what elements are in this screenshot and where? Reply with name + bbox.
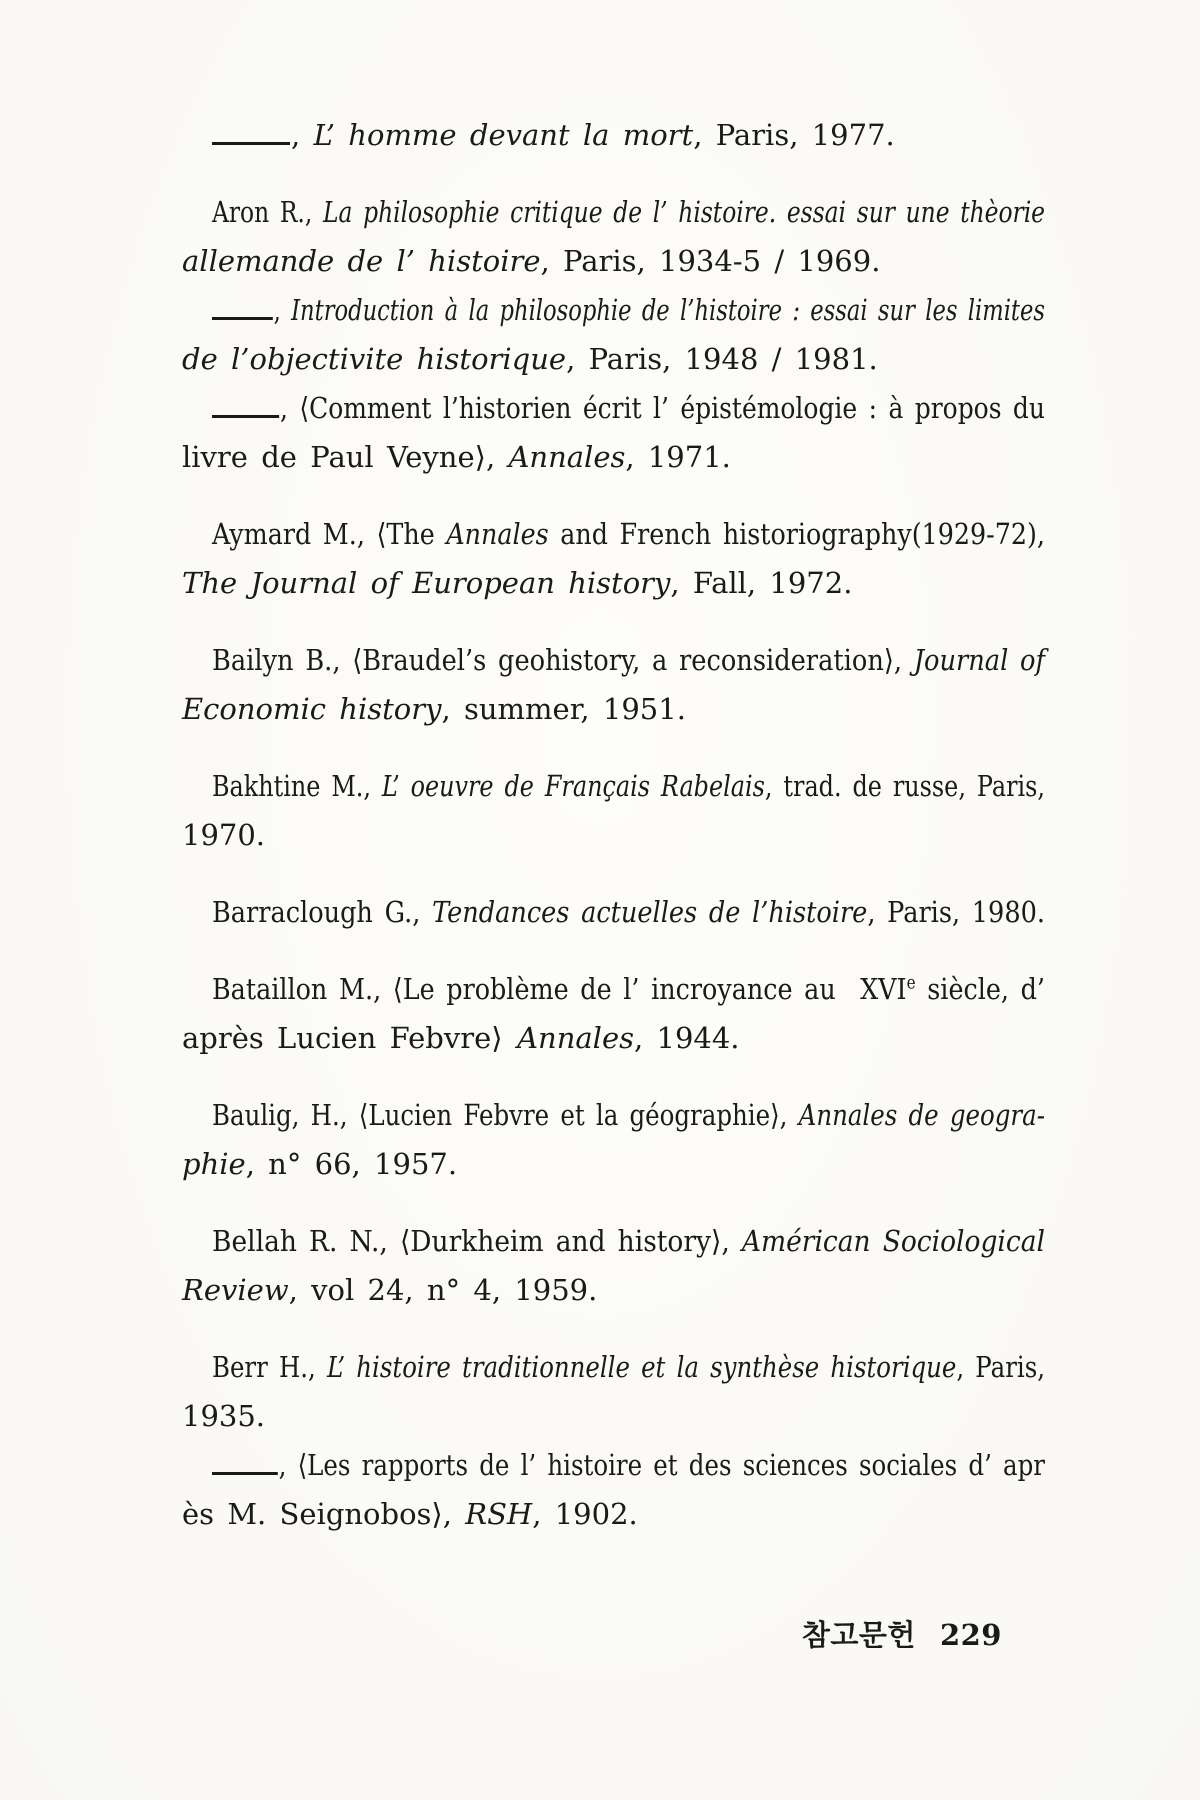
text-segment: , summer, 1951. xyxy=(441,692,686,726)
entry-line-text xyxy=(212,636,1045,685)
entry-line-text xyxy=(212,1217,1045,1266)
text-segment: Bataillon M., ⟨Le problème de l’ incroyance au XVI xyxy=(212,972,907,1006)
entry-line-text xyxy=(212,1441,1045,1490)
text-segment: Bailyn B., ⟨Braudel’s geohistory, a reconsideration⟩, xyxy=(212,643,914,677)
title-italic-segment: Américan Sociological xyxy=(741,1224,1045,1258)
bibliography-entry xyxy=(182,111,1045,160)
title-italic-segment: Tendances actuelles de l’histoire xyxy=(432,895,868,929)
text-segment: , n° 66, 1957. xyxy=(245,1147,458,1181)
bibliography-entry xyxy=(182,384,1045,482)
text-segment: Aymard M., ⟨The xyxy=(212,517,447,551)
entry-line xyxy=(182,636,1045,685)
entry-line-text xyxy=(182,685,686,734)
entry-line-text xyxy=(212,762,1045,811)
entry-line xyxy=(182,685,1045,734)
text-segment: , 1902. xyxy=(532,1497,638,1531)
text-segment: , Paris, 1948 / 1981. xyxy=(566,342,878,376)
bibliography-entry xyxy=(182,762,1045,860)
entry-line xyxy=(182,237,1045,286)
title-italic-segment: The Journal of European history xyxy=(182,566,671,600)
entry-line xyxy=(182,559,1045,608)
title-italic-segment: de l’objectivite historique xyxy=(182,342,567,376)
entry-line xyxy=(182,510,1045,559)
entry-line xyxy=(182,1392,1045,1441)
entry-line xyxy=(182,965,1045,1014)
text-segment: , Fall, 1972. xyxy=(670,566,853,600)
entry-line-text xyxy=(182,1490,638,1539)
title-italic-segment: L’ homme devant la mort xyxy=(313,118,694,152)
entry-line xyxy=(182,384,1045,433)
title-italic-segment: RSH xyxy=(465,1497,533,1531)
bibliography-entry xyxy=(182,510,1045,608)
footer-section-label: 참고문헌 xyxy=(801,1618,916,1652)
text-segment: Berr H., xyxy=(212,1350,327,1384)
footer-page-number: 229 xyxy=(939,1618,1002,1652)
repeat-author-dash xyxy=(212,395,279,418)
entry-line-text xyxy=(212,286,1045,335)
entry-line-text xyxy=(212,965,1045,1014)
entry-line xyxy=(182,433,1045,482)
text-segment: Barraclough G., xyxy=(212,895,433,929)
text-segment: Bakhtine M., xyxy=(212,769,382,803)
bibliography-entry xyxy=(182,965,1045,1063)
text-segment: , Paris, xyxy=(956,1350,1045,1384)
entry-line-text xyxy=(212,1091,1045,1140)
entry-line xyxy=(182,1441,1045,1490)
text-segment: Aron R., xyxy=(212,195,323,229)
title-italic-segment: Annales de geogra- xyxy=(798,1098,1045,1132)
entry-line xyxy=(182,111,1045,160)
entry-line-text xyxy=(182,1392,265,1441)
page-footer xyxy=(802,1612,1002,1658)
bibliography-entry xyxy=(182,1091,1045,1189)
title-italic-segment: Journal of xyxy=(913,643,1045,677)
entry-line xyxy=(182,335,1045,384)
title-italic-segment: Annales xyxy=(508,440,626,474)
title-italic-segment: Annales xyxy=(517,1021,634,1055)
entry-line xyxy=(182,286,1045,335)
entry-line xyxy=(182,1490,1045,1539)
repeat-author-dash xyxy=(212,122,290,145)
text-segment: , Paris, 1977. xyxy=(693,118,895,152)
entry-line xyxy=(182,1091,1045,1140)
entry-line-text xyxy=(182,433,731,482)
repeat-author-dash xyxy=(212,297,273,320)
title-italic-segment: L’ histoire traditionnelle et la synthèse historique xyxy=(326,1350,957,1384)
text-segment: , Paris, 1934-5 / 1969. xyxy=(540,244,881,278)
superscript-segment: e xyxy=(906,973,916,994)
repeat-author-dash xyxy=(212,1452,278,1475)
entry-line xyxy=(182,1217,1045,1266)
entry-line-text xyxy=(182,1140,457,1189)
text-segment: , ⟨Comment l’historien écrit l’ épistémologie : à propos du xyxy=(279,391,1045,425)
entry-line-text xyxy=(182,1014,740,1063)
text-segment: Bellah R. N., ⟨Durkheim and history⟩, xyxy=(212,1224,742,1258)
title-italic-segment: Economic history xyxy=(182,692,442,726)
entry-line xyxy=(182,762,1045,811)
text-segment: ès M. Seignobos⟩, xyxy=(182,1497,466,1531)
bibliography-entry xyxy=(182,188,1045,286)
entry-line-text xyxy=(212,1343,1045,1392)
entry-line-text xyxy=(182,811,265,860)
entry-line-text xyxy=(182,1266,597,1315)
entry-line-text xyxy=(182,559,852,608)
entry-line xyxy=(182,1343,1045,1392)
bibliography-entry xyxy=(182,1217,1045,1315)
text-segment: après Lucien Febvre⟩ xyxy=(182,1021,518,1055)
entry-line-text xyxy=(212,111,895,160)
bibliography-entry xyxy=(182,1343,1045,1441)
text-segment: , xyxy=(291,118,314,152)
text-segment: , ⟨Les rapports de l’ histoire et des sciences sociales d’ apr xyxy=(278,1448,1045,1482)
entry-line xyxy=(182,1014,1045,1063)
title-italic-segment: Review xyxy=(182,1273,289,1307)
bibliography-list xyxy=(182,111,1045,1539)
text-segment: , 1971. xyxy=(625,440,731,474)
text-segment: , 1944. xyxy=(634,1021,740,1055)
text-segment: and French historiography(1929-72), xyxy=(548,517,1045,551)
text-segment: 1970. xyxy=(182,818,266,852)
text-segment: , vol 24, n° 4, 1959. xyxy=(288,1273,598,1307)
entry-line-text xyxy=(182,237,880,286)
text-segment: , Paris, 1980. xyxy=(867,895,1045,929)
text-segment: , trad. de russe, Paris, xyxy=(764,769,1045,803)
bibliography-entry xyxy=(182,286,1045,384)
text-segment: siècle, d’ xyxy=(915,972,1045,1006)
entry-line-text xyxy=(212,384,1045,433)
title-italic-segment: Annales xyxy=(446,517,549,551)
text-segment: livre de Paul Veyne⟩, xyxy=(182,440,509,474)
title-italic-segment: allemande de l’ histoire xyxy=(182,244,541,278)
entry-line xyxy=(182,811,1045,860)
text-segment: 1935. xyxy=(182,1399,266,1433)
entry-line xyxy=(182,188,1045,237)
bibliography-entry xyxy=(182,888,1045,937)
bibliography-entry xyxy=(182,1441,1045,1539)
title-italic-segment: phie xyxy=(182,1147,246,1181)
title-italic-segment: L’ oeuvre de Français Rabelais xyxy=(381,769,765,803)
title-italic-segment: Introduction à la philosophie de l’histoire : essai sur les limites xyxy=(291,293,1045,327)
text-segment: Baulig, H., ⟨Lucien Febvre et la géographie⟩, xyxy=(212,1098,799,1132)
entry-line xyxy=(182,1140,1045,1189)
entry-line xyxy=(182,888,1045,937)
entry-line-text xyxy=(182,335,878,384)
entry-line-text xyxy=(212,510,1045,559)
entry-line-text xyxy=(212,188,1045,237)
entry-line-text xyxy=(212,888,1045,937)
text-segment: , xyxy=(273,293,292,327)
title-italic-segment: La philosophie critique de l’ histoire. essai sur une thèorie xyxy=(322,195,1045,229)
entry-line xyxy=(182,1266,1045,1315)
bibliography-entry xyxy=(182,636,1045,734)
